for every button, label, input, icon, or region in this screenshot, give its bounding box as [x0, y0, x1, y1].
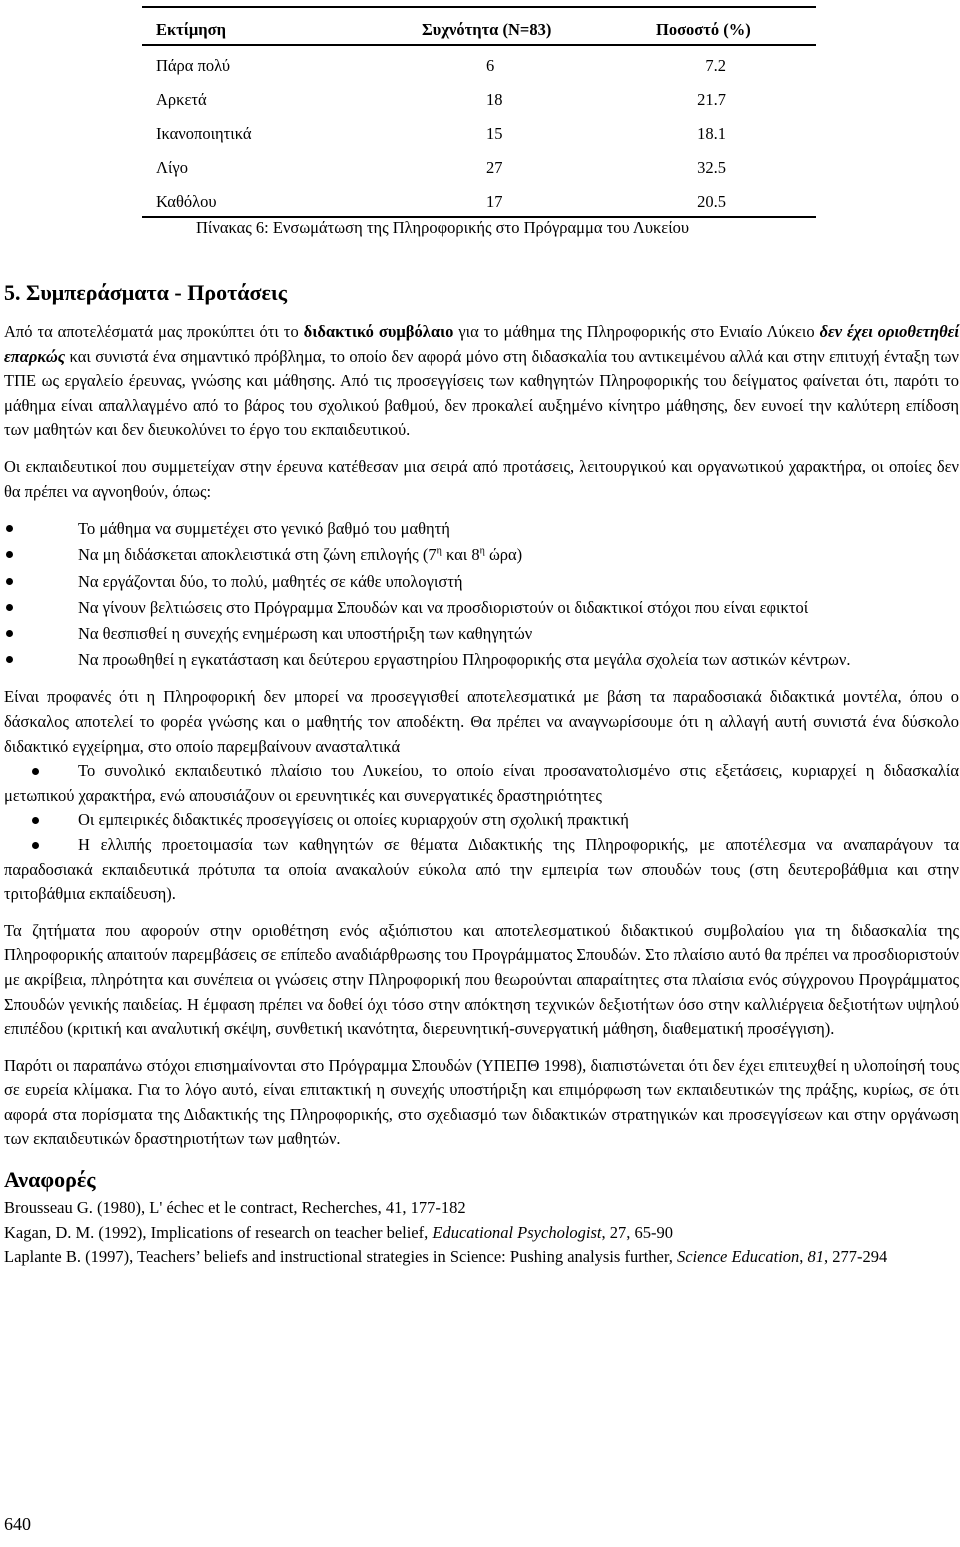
row-percentage: 20.5: [697, 192, 726, 211]
row-frequency: 18: [486, 90, 503, 109]
list-item: [4, 569, 959, 595]
row-percentage: 32.5: [697, 158, 726, 177]
row-frequency: 6: [486, 56, 495, 75]
table-header-row: [142, 8, 816, 44]
row-percentage: 18.1: [697, 124, 726, 143]
list-item-text: Να προωθηθεί η εγκατάσταση και δεύτερου εργαστηρίου Πληροφορικής στα μεγάλα σχολεία των αστικών κέντρων.: [78, 650, 851, 670]
proposals-list: [4, 516, 959, 673]
text-run: Kagan, D. M. (1992), Implications of research on teacher belief,: [4, 1222, 433, 1242]
list-item: [4, 621, 959, 647]
list-item: [4, 516, 959, 542]
superscript: η: [479, 545, 485, 557]
page-number: 640: [4, 1514, 31, 1534]
row-label: Πάρα πολύ: [156, 56, 231, 75]
bold-term-didactic-contract: διδακτικό συμβόλαιο: [303, 322, 454, 341]
text-run: για το μάθημα της Πληροφορικής στο Ενιαίο Λύκειο: [453, 322, 820, 341]
row-frequency: 17: [486, 192, 503, 211]
list-item-text: Η ελλιπής προετοιμασία των καθηγητών σε θέματα Διδακτικής της Πληροφορικής, με αποτέλεσμα να αναπαράγουν τα παραδοσιακά εκπαιδευτικά πρότυπα τα οποία ανακαλούν εύκολα από την εμπειρία των σπουδών τους (στη δευτεροβάθμια και στην τριτοβάθμια εκπαίδευση).: [4, 834, 959, 904]
list-item-text: ώρα): [484, 545, 523, 565]
list-item: [4, 808, 959, 833]
list-item-text: Να μη διδάσκεται αποκλειστικά στη ζώνη επιλογής (7: [78, 545, 437, 565]
paragraph-3: Είναι προφανές ότι η Πληροφορική δεν μπορεί να προσεγγισθεί αποτελεσματικά με βάση τα παραδοσιακά διδακτικά μοντέλα, όπου ο δάσκαλος αποτελεί το φορέα γνώσης και ο μαθητής τον αποδέκτη. Θα πρέπει να αναγνωρίσουμε ότι η αλλαγή αυτή συνιστά ένα δύσκολο διδακτικό εγχείρημα, στο οποίο παρεμβαίνουν ανασταλτικά: [4, 687, 959, 756]
list-item-text: Οι εμπειρικές διδακτικές προσεγγίσεις οι οποίες κυριαρχούν στη σχολική πρακτική: [78, 810, 629, 830]
row-label: Αρκετά: [156, 90, 207, 109]
row-percentage: 7.2: [705, 56, 726, 75]
header-frequency: Συχνότητα (Ν=83): [422, 20, 552, 39]
journal-title: Science Education: [676, 1247, 800, 1267]
paragraph-4: Τα ζητήματα που αφορούν στην οριοθέτηση ενός αξιόπιστου και αποτελεσματικού διδακτικού συμβολαίου για τη διδασκαλία της Πληροφορικής απαιτούν παρεμβάσεις σε επίπεδο αναδιάρθρωσης του Προγράμματος Σπουδών. Στο πλαίσιο αυτό θα πρέπει να προσδιοριστούν με ακρίβεια, πληρότητα και συνέπεια οι γνώσεις στην Πληροφορική που θεωρούνται απαραίτητες στα πλαίσια ενός σύγχρονου Προγράμματος Σπουδών γενικής παιδείας. Η έμφαση πρέπει να δοθεί όχι τόσο στην απόκτηση τεχνικών δεξιοτήτων όσο στην καλλιέργεια δεξιοτήτων υψηλού επιπέδου (κριτική και αναλυτική σκέψη, συνθετική ικανότητα, διερευνητική-συνεργατική μάθηση, διαθεματική προσέγγιση).: [4, 920, 959, 1039]
row-label: Λίγο: [156, 158, 188, 177]
list-item: [4, 595, 959, 621]
main-content: [4, 278, 959, 1270]
list-item-text: Να εργάζονται δύο, το πολύ, μαθητές σε κάθε υπολογιστή: [78, 571, 463, 591]
frequency-table: [142, 6, 816, 218]
text-run: και συνιστά ένα σημαντικό πρόβλημα, το οποίο δεν αφορά μόνο στη διδασκαλία του αντικειμένου αλλά και στην επιτυχή ένταξη των ΤΠΕ ως εργαλείο έρευνας, γνώσης και μάθησης. Από τις προσεγγίσεις των καθηγητών Πληροφορικής του δείγματος φαίνεται ότι, παρότι το μάθημα είναι απαλλαγμένο από το βάρος του σχολικού βαθμού, δεν προκαλεί αυξημένο κίνητρο μάθησης, δεν ευνοεί την καλύτερη επίδοση των μαθητών και δεν διευκολύνει το έργο του εκπαιδευτικού.: [4, 346, 959, 440]
journal-title: Educational Psychologist: [432, 1222, 602, 1242]
section-title: 5. Συμπεράσματα - Προτάσεις: [4, 280, 288, 305]
header-percentage: Ποσοστό (%): [656, 20, 751, 39]
table-row: [142, 114, 816, 148]
text-run: ,: [799, 1247, 808, 1267]
reference-item: [4, 1221, 959, 1246]
row-label: Ικανοποιητικά: [156, 124, 252, 143]
table-row: [142, 46, 816, 80]
text-run: , 27, 65-90: [601, 1222, 673, 1242]
list-item-text: Το μάθημα να συμμετέχει στο γενικό βαθμό του μαθητή: [78, 519, 450, 539]
text-run: Laplante B. (1997), Teachers’ beliefs and instructional strategies in Science: Pushing analysis further,: [4, 1247, 677, 1267]
references-title: Αναφορές: [4, 1167, 96, 1193]
row-frequency: 27: [486, 158, 503, 177]
table-row: [142, 80, 816, 114]
list-item-text: Να θεσπισθεί η συνεχής ενημέρωση και υποστήριξη των καθηγητών: [78, 623, 533, 643]
superscript: η: [436, 545, 442, 557]
list-item: [4, 759, 959, 808]
header-estimation: Εκτίμηση: [156, 20, 226, 39]
obstacles-list: [4, 759, 959, 907]
table-row: [142, 148, 816, 182]
bold-italic-phrase: δεν έχει οριοθετηθεί επαρκώς: [4, 322, 960, 366]
volume-number: 81: [807, 1247, 825, 1267]
list-item-text: Το συνολικό εκπαιδευτικό πλαίσιο του Λυκείου, το οποίο είναι προσανατολισμένο στις εξετάσεις, κυριαρχεί η διδασκαλία μετωπικού χαρακτήρα, ενώ απουσιάζουν οι ερευνητικές και συνεργατικές δραστηριότητες: [4, 761, 959, 805]
text-run: , 277-294: [824, 1247, 888, 1267]
row-frequency: 15: [486, 124, 503, 143]
table-row: [142, 182, 816, 216]
paragraph-1: [4, 320, 959, 443]
list-item: [4, 542, 959, 568]
list-item-text: και 8: [441, 545, 480, 565]
paragraph-5: Παρότι οι παραπάνω στόχοι επισημαίνονται στο Πρόγραμμα Σπουδών (ΥΠΕΠΘ 1998), διαπιστώνεται ότι δεν έχει επιτευχθεί η υλοποίησή τους σε ευρεία κλίμακα. Για το λόγο αυτό, είναι επιτακτική η συνεχής υποστήριξη και επιμόρφωση των εκπαιδευτικών της πράξης, κυρίως, σε ότι αφορά στα πορίσματα της Διδακτικής της Πληροφορικής, στο σχεδιασμό των διδακτικών στρατηγικών και προσεγγίσεων και στην οργάνωση των εκπαιδευτικών δραστηριοτήτων των μαθητών.: [4, 1055, 959, 1149]
reference-item: [4, 1245, 959, 1270]
text-run: Από τα αποτελέσματά μας προκύπτει ότι το: [4, 322, 304, 341]
list-item-text: Να γίνουν βελτιώσεις στο Πρόγραμμα Σπουδών και να προσδιοριστούν οι διδακτικοί στόχοι που είναι εφικτοί: [78, 597, 809, 617]
list-item: [4, 833, 959, 907]
table-caption: Πίνακας 6: Ενσωμάτωση της Πληροφορικής στο Πρόγραμμα του Λυκείου: [196, 218, 690, 237]
row-label: Καθόλου: [156, 192, 217, 211]
row-percentage: 21.7: [697, 90, 726, 109]
list-item: [4, 647, 959, 673]
reference-item: Brousseau G. (1980), L' échec et le contract, Recherches, 41, 177-182: [4, 1198, 466, 1218]
paragraph-2: Οι εκπαιδευτικοί που συμμετείχαν στην έρευνα κατέθεσαν μια σειρά από προτάσεις, λειτουργικού και οργανωτικού χαρακτήρα, οι οποίες δεν θα πρέπει να αγνοηθούν, όπως:: [4, 456, 959, 501]
